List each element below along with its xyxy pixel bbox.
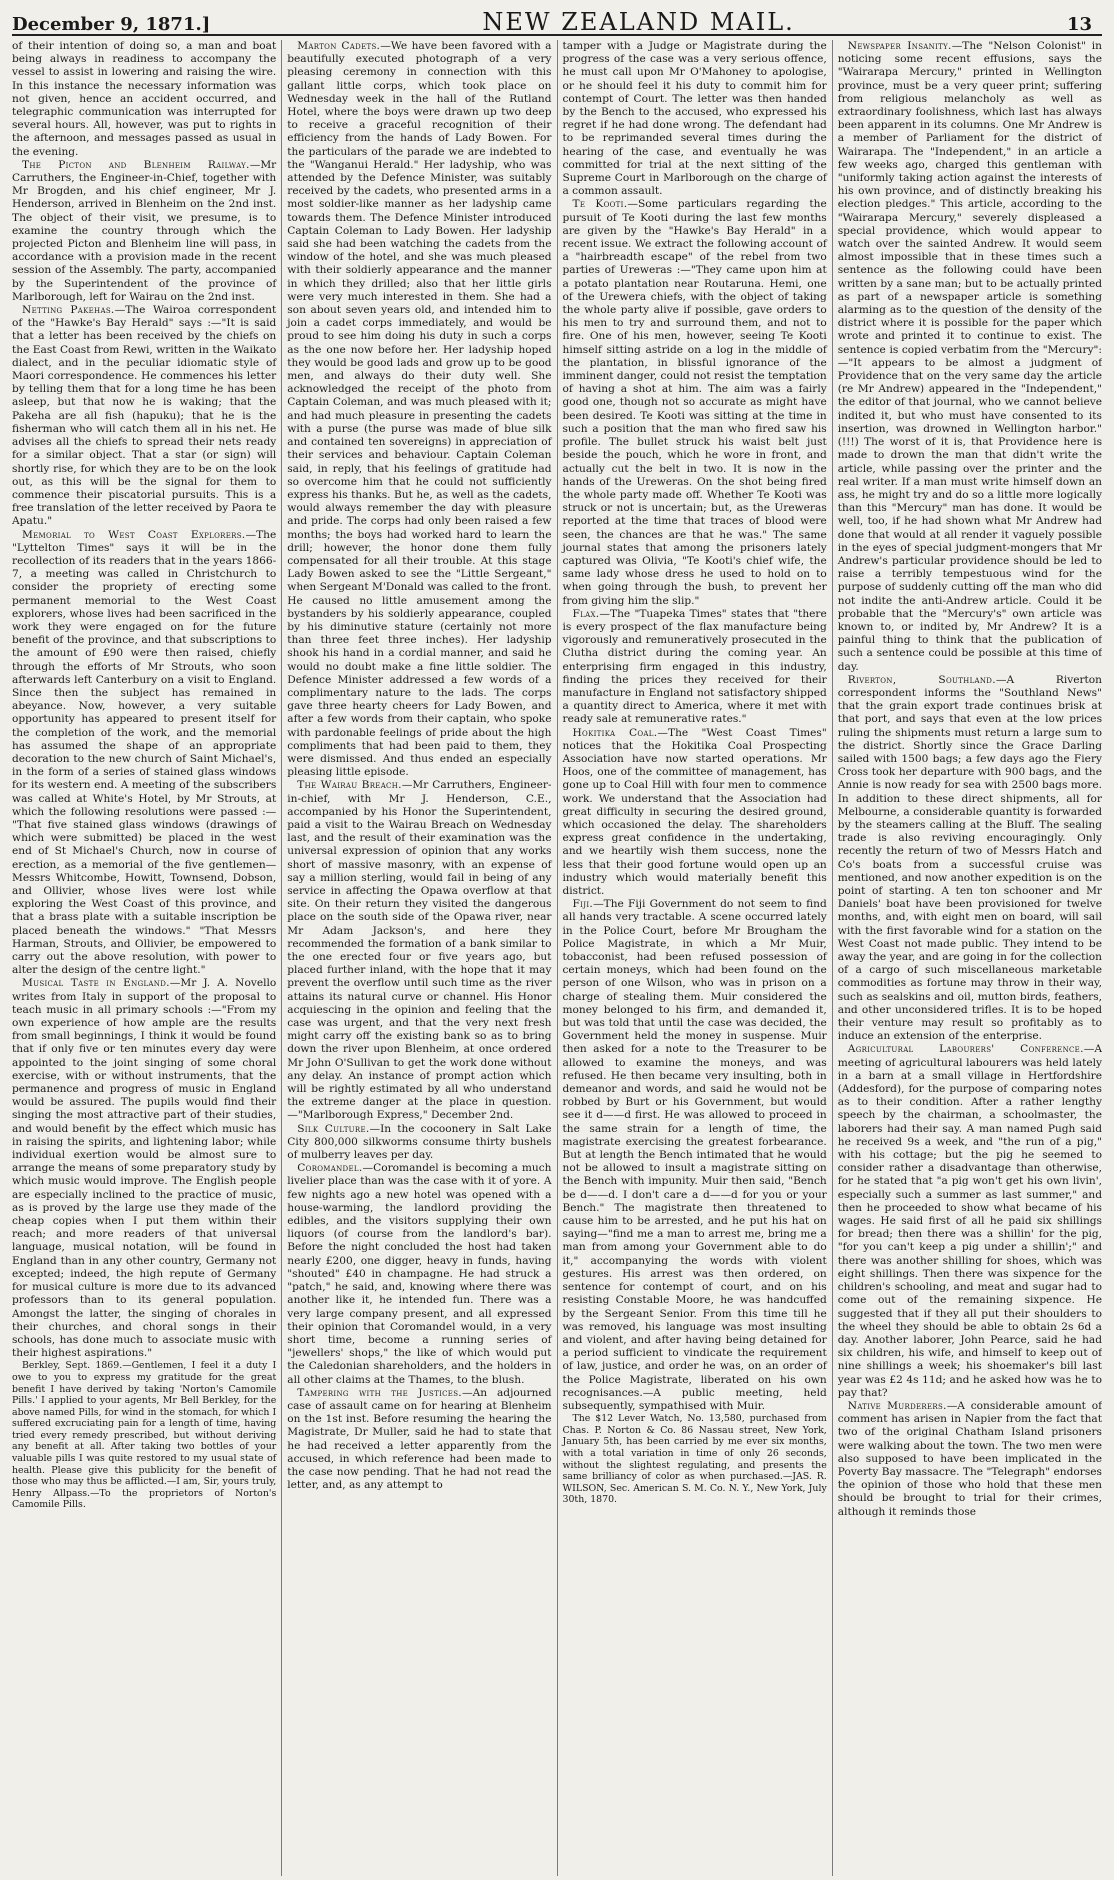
article-fiji bbox=[563, 898, 827, 1413]
article-body: —An adjourned case of assault came on for hearing at Blenheim on the 1st inst. Before resuming the hearing the Magistrate, Dr Muller, said he had to state that he had received a letter apparently from the accused, in which reference had been made to the case now pending. That he had not read the letter, and, as any attempt to bbox=[287, 1386, 552, 1492]
advertisement-lever-watch: The $12 Lever Watch, No. 13,580, purchased from Chas. P. Norton & Co. 86 Nassau street, New York, January 5th, has been carried by me ever six months, with a total variation in time of only 26 seconds, without the slightest regulating, and presents the same brilliancy of color as when purchased.—JAS. R. WILSON, Sec. American S. M. Co. N. Y., New York, July 30th, 1870. bbox=[562, 1413, 827, 1506]
article-newspaper-insanity bbox=[838, 40, 1102, 674]
article-heading: Fiji. bbox=[572, 898, 594, 911]
article-flax bbox=[563, 608, 827, 727]
article-body: —In the cocoonery in Salt Lake City 800,000 silkworms consume thirty bushels of mulberry leaves per day. bbox=[287, 1122, 552, 1162]
article-heading: Native Murderers. bbox=[847, 1399, 947, 1412]
article-heading: Coromandel. bbox=[297, 1162, 363, 1175]
article-heading: Hokitika Coal. bbox=[572, 726, 658, 739]
article-body: —We have been favored with a beautifully executed photograph of a very pleasing ceremony in connection with this gallant little corps, which took place on Wednesday week in the hall of the Rutland Hotel, where the boys were drawn up two deep to receive a graceful recognition of their efficiency from the hands of Lady Bowen. For the particulars of the parade we are indebted to the "Wanganui Herald." Her ladyship, who was attended by the Defence Minister, was suitably received by the cadets, who presented arms in a most soldier-like manner as her ladyship came towards them. The Defence Minister introduced Captain Coleman to Lady Bowen. Her ladyship said she had been watching the cadets from the window of the hotel, and she was much pleased with their soldierly appearance and the manner in which they drilled; also that her little girls were very much interested in them. She had a son about seven years old, and intended him to join a cadet corps immediately, and would be proud to see him doing his duty in such a corps as the one now before her. Her ladyship hoped they would be good lads and grow up to be good men, and always do their duty well. She acknowledged the receipt of the photo from Captain Coleman, and was much pleased with it; and had much pleasure in presenting the cadets with a purse (the purse was made of blue silk and contained ten sovereigns) in appreciation of their services and behaviour. Captain Coleman said, in reply, that his feelings of gratitude had so overcome him that he could not sufficiently express his thanks. But he, as well as the cadets, would always remember the day with pleasure and pride. The corps had only been raised a few months; the boys had worked hard to learn the drill; however, the honor done them fully compensated for all their trouble. At this stage Lady Bowen asked to see the "Little Sergeant," when Sergeant M'Donald was called to the front. He caused no little amusement among the bystanders by his soldierly appearance, coupled by his diminutive stature (certainly not more than three feet three inches). Her ladyship shook his hand in a cordial manner, and said he would no doubt make a fine little soldier. The Defence Minister addressed a few words of a complimentary nature to the lads. The corps gave three hearty cheers for Lady Bowen, and after a few words from their captain, who spoke with pardonable feelings of pride about the high compliments that had been paid to them, they were dismissed. And thus ended an especially pleasing little episode. bbox=[287, 40, 552, 779]
masthead bbox=[12, 8, 1102, 36]
article-columns bbox=[12, 40, 1102, 1876]
page-number: 13 bbox=[1066, 14, 1092, 35]
article-netting-pakehas bbox=[12, 304, 276, 528]
article-body: —The "Nelson Colonist" in noticing some recent effusions, says the "Wairarapa Mercury," printed in Wellington province, must be a very queer print; suffering from religious melancholy as well as extraordinary foolishness, which last has always been apparent in its columns. One Mr Andrew is a member of Parliament for the district of Wairarapa. The "Independent," in an article a few weeks ago, charged this gentleman with "uniformly taking action against the interests of his own province, and of distinctly breaking his election pledges." This article, according to the "Wairarapa Mercury," severely displeased a special providence, which would appear to watch over the sainted Andrew. It would seem almost impossible that in these times such a sentence as the following could have been written by a sane man; but to be actually printed as part of a newspaper article is something alarming as to the question of the density of the district where it is possible for the paper which wrote and printed it to continue to exist. The sentence is copied verbatim from the "Mercury":—"It appears to be almost a judgment of Providence that on the very same day the article (re Mr Andrew) appeared in the "Independent," the editor of that journal, who we cannot believe indited it, but who must have consented to its insertion, was drowned in Wellington harbor."(!!!) The worst of it is, that Providence here is made to drown the man that didn't write the article, while passing over the printer and the real writer. If a man must write himself down an ass, he might try and do so a little more logically than this "Mercury" man has done. It would be well, too, if he had shown what Mr Andrew had done that would at all render it vaguely possible in the eyes of special judgment-mongers that Mr Andrew's particular providence should be led to raise a terribly tempestuous wind for the purpose of suddenly cutting off the man who did not indite the anti-Andrew article. Could it be probable that the "Mercury's" own article was known to, or indited by, Mr Andrew? It is a painful thing to think that the publication of such a sentence could be possible at this time of day. bbox=[837, 40, 1102, 673]
article-west-coast-memorial bbox=[12, 529, 276, 978]
article-heading: Riverton, Southland. bbox=[847, 673, 996, 686]
article-hokitika-coal bbox=[563, 727, 827, 899]
article-heading: The Wairau Breach. bbox=[297, 779, 402, 792]
article-tampering-justices bbox=[287, 1387, 551, 1493]
article-body: —Coromandel is becoming a much livelier place than was the case with it of yore. A few nights ago a new hotel was opened with a house-warming, the landlord providing the edibles, and the visitors supplying their own liquors (of course from the landlord's bar). Before the night concluded the host had taken nearly £200, one digger, heavy in funds, having "shouted" £40 in champagne. He had struck a "patch," he said, and, knowing where there was another like it, he intended fun. There was a very large company present, and all expressed their opinion that Coromandel would, in a very short time, become a running series of "jewellers' shops," the like of which would put the Caledonian shareholders, and the holders in all other claims at the Thames, to the blush. bbox=[287, 1162, 552, 1386]
column-4 bbox=[832, 40, 1102, 1876]
article-coromandel bbox=[287, 1162, 551, 1386]
newspaper-title: NEW ZEALAND MAIL. bbox=[482, 8, 795, 36]
article-heading: Marton Cadets. bbox=[297, 40, 381, 52]
article-heading: Flax. bbox=[572, 607, 600, 620]
article-body: —A Riverton correspondent informs the "Southland News" that the grain export trade continues brisk at that port, and says that even at the low prices ruling the shipments must return a large sum to the district. Shortly since the Grace Darling sailed with 1500 bags; a few days ago the Fiery Cross took her departure with 900 bags, and the Annie is now ready for sea with 2500 bags more. In addition to these direct shipments, all for Melbourne, a considerable quantity is forwarded by the steamers calling at the Bluff. The sealing trade is also reviving encouragingly. Only recently the return of two of Messrs Hatch and Co's boats from a successful cruise was mentioned, and now another expedition is on the point of starting. A ten ton schooner and Mr Daniels' boat have been provisioned for twelve months, and, with eight men on board, will sail with the first favorable wind for a station on the West Coast not made public. They intend to be away the year, and are going in for the collection of a cargo of such miscellaneous marketable commodities as fortune may throw in their way, such as sealskins and oil, mutton birds, feathers, and other unconsidered trifles. It is to be hoped their venture may result so profitably as to induce an extension of the enterprise. bbox=[837, 673, 1102, 1043]
article-body: —The "Tuapeka Times" states that "there is every prospect of the flax manufacture being vigorously and remuneratively prosecuted in the Clutha district during the coming year. An enterprising firm engaged in this industry, finding the prices they received for their manufacture in England not satisfactory shipped a quantity direct to America, where it met with ready sale at remunerative rates." bbox=[562, 607, 827, 726]
article-picton-railway bbox=[12, 159, 276, 304]
article-silk-culture bbox=[287, 1123, 551, 1163]
article-heading: Netting Pakehas. bbox=[22, 304, 115, 317]
column-3 bbox=[557, 40, 832, 1876]
article-continuation: of their intention of doing so, a man and boat being always in readiness to accompany the vessel to assist in lowering and raising the wire. In this instance the necessary information was not given, hence an accident occurred, and telegraphic communication was interrupted for several hours. All, however, was put to rights in the afternoon, and messages passed as usual in the evening. bbox=[12, 40, 277, 158]
article-te-kooti bbox=[563, 198, 827, 607]
article-labourers-conference bbox=[838, 1043, 1102, 1399]
article-body: —The "Lyttelton Times" says it will be in the recollection of its readers that in the years 1866-7, a meeting was called in Christchurch to consider the propriety of erecting some permanent memorial to the West Coast explorers, whose lives had been sacrificed in the work they were engaged on for the future benefit of the province, and that subscriptions to the amount of £90 were then raised, chiefly through the efforts of Mr Strouts, who soon afterwards left Canterbury on a visit to England. Since then the subject has remained in abeyance. Now, however, a very suitable opportunity has appeared to present itself for the completion of the work, and the memorial has assumed the shape of an appropriate decoration to the new church of Saint Michael's, in the form of a series of stained glass windows for its western end. A meeting of the subscribers was called at White's Hotel, by Mr Strouts, at which the following resolutions were passed :— "That five stained glass windows (drawings of which were submitted) be placed in the west end of St Michael's Church, now in course of erection, as a memorial of the five gentlemen—Messrs Whitcombe, Howitt, Townsend, Dobson, and Ollivier, whose lives were lost while exploring the West Coast of this province, and that a brass plate with a suitable inscription be placed beneath the windows." "That Messrs Harman, Strouts, and Ollivier, be empowered to carry out the above resolution, with power to alter the design of the centre light." bbox=[12, 528, 277, 977]
article-heading: Agricultural Labourers' Conference. bbox=[847, 1043, 1084, 1056]
article-heading: Memorial to West Coast Explorers. bbox=[22, 528, 246, 541]
article-body: —Mr Carruthers, Engineer-in-chief, with Mr J. Henderson, C.E., accompanied by his Honor the Superintendent, paid a visit to the Wairau Breach on Wednesday last, and the result of their examination was the universal expression of opinion that any works short of massive masonry, with an expense of say a million sterling, would fail in being of any service in affecting the Opawa overflow at that site. On their return they visited the dangerous place on the south side of the Opawa river, near Mr Adam Jackson's, and here they recommended the formation of a bank similar to the one erected four or five years ago, but placed further inland, with the hope that it may prevent the overflow until such time as the river attains its natural curve or channel. His Honor acquiescing in the opinion and feeling that the case was urgent, and that the very next fresh might carry off the existing bank so as to bring down the river upon Blenheim, at once ordered Mr John O'Sullivan to get the work done without any delay. An instance of prompt action which will be rightly estimated by all who understand the extreme danger at the place in question.—"Marlborough Express," December 2nd. bbox=[287, 779, 552, 1122]
article-body: —A considerable amount of comment has arisen in Napier from the fact that two of the original Chatham Island prisoners were walking about the town. The two men were also supposed to have been implicated in the Poverty Bay massacre. The "Telegraph" endorses the opinion of those who hold that these men should be brought to trial for their crimes, although it reminds those bbox=[837, 1399, 1102, 1518]
article-body: —The Fiji Government do not seem to find all hands very tractable. A scene occurred lately in the Police Court, before Mr Brougham the Police Magistrate, in which a Mr Muir, tobacconist, had been refused possession of certain moneys, which had been found on the person of one Wilson, who was in prison on a charge of stealing them. Muir considered the money belonged to his firm, and demanded it, but was told that until the case was decided, the Government held the money in suspense. Muir then asked for a note to the Treasurer to be allowed to examine the moneys, and was refused. He then became very insulting, both in demeanor and words, and said he would not be robbed by Burt or his Government, but would see it d——d first. He was allowed to proceed in the same strain for a length of time, the magistrate exercising the greatest forbearance. But at length the Bench intimated that he would not be allowed to insult a magistrate sitting on the Bench with impunity. Muir then said, "Bench be d——d. I don't care a d——d for you or your Bench." The magistrate then threatened to cause him to be arrested, and he put his hat on saying—"find me a man to arrest me, bring me a man from among your Government able to do it," accompanying the words with violent gestures. His arrest was then ordered, on sentence for contempt of court, and on his resisting Constable Moore, he was handcuffed by the Sergeant Senior. From this time till he was removed, his language was most insulting and violent, and after having being detained for a period sufficient to vindicate the requirement of law, justice, and order he was, on an order of the Police Magistrate, liberated on his own recognisances.—A public meeting, held subsequently, sympathised with Muir. bbox=[562, 898, 827, 1412]
article-heading: Tampering with the Justices. bbox=[297, 1386, 462, 1399]
advertisement-camomile-pills: Berkley, Sept. 1869.—Gentlemen, I feel it a duty I owe to you to express my gratitude for the great benefit I have derived by taking 'Norton's Camomile Pills.' I applied to your agents, Mr Bell Berkley, for the above named Pills, for wind in the stomach, for which I suffered excruciating pain for a length of time, having tried every remedy prescribed, but without deriving any benefit at all. After taking two bottles of your valuable pills I was quite restored to my usual state of health. Please give this publicity for the benefit of those who may thus be afflicted.—I am, Sir, yours truly, Henry Allpass.—To the proprietors of Norton's Camomile Pills. bbox=[12, 1360, 277, 1511]
column-2 bbox=[281, 40, 556, 1876]
article-continuation: tamper with a Judge or Magistrate during the progress of the case was a very serious offence, he must call upon Mr O'Mahoney to apologise, or he should feel it his duty to commit him for contempt of Court. The letter was then handed by the Bench to the accused, who expressed his regret if he had done wrong. The defendant had to be reprimanded several times during the hearing of the case, and eventually he was committed for trial at the next sitting of the Supreme Court in Marlborough on the charge of a common assault. bbox=[562, 40, 827, 198]
article-body: —A meeting of agricultural labourers was held lately in a barn at a small village in Hertfordshire (Addesford), for the purpose of comparing notes as to their condition. After a rather lengthy speech by the chairman, a schoolmaster, the laborers had their say. A man named Pugh said he received 9s a week, and "the run of a pig," with his cottage; but the pig he seemed to consider rather a disadvantage than otherwise, for he stated that "a pig won't get his own livin', especially such a summer as last summer," and then he proceeded to show what became of his wages. He said first of all he paid six shillings for bread; then there was a shillin' for the pig, "for you can't keep a pig under a shillin';" and there was another shilling for shoes, which was eight shillings. Then there was sixpence for the children's schooling, and meat and sugar had to come out of the remaining sixpence. He suggested that if they all put their shoulders to the wheel they should be able to obtain 2s 6d a day. Another laborer, John Pearce, said he had six children, his wife, and himself to keep out of nine shillings a week; his shoemaker's bill last year was £2 4s 11d; and he asked how was he to pay that? bbox=[837, 1043, 1102, 1399]
article-body: —The Wairoa correspondent of the "Hawke's Bay Herald" says :—"It is said that a letter has been received by the chiefs on the East Coast from Rewi, written in the Waikato dialect, and in the peculiar idiomatic style of Maori correspondence. He commences his letter by telling them that for a long time he has been asleep, but that now he is waking; that the Pakeha are all fish (hapuku); that he is the fisherman who will catch them all in his net. He advises all the chiefs to spread their nets ready for a similar object. That a star (or sign) will shortly rise, for which they are to be on the look out, as this will be the signal for them to commence their piscatorial pursuits. This is a free translation of the letter received by Paora te Apatu." bbox=[12, 304, 277, 528]
article-body: —Mr Carruthers, the Engineer-in-Chief, together with Mr Brogden, and his chief engineer, Mr J. Henderson, arrived in Blenheim on the 2nd inst. The object of their visit, we presume, is to examine the country through which the projected Picton and Blenheim line will pass, in accordance with a provision made in the recent session of the Assembly. The party, accompanied by the Superintendent of the province of Marlborough, left for Wairau on the 2nd inst. bbox=[12, 158, 277, 303]
article-heading: Silk Culture. bbox=[297, 1122, 370, 1135]
article-heading: Te Kooti. bbox=[572, 198, 628, 211]
article-heading: The Picton and Blenheim Railway. bbox=[22, 158, 250, 171]
article-native-murderers bbox=[838, 1400, 1102, 1519]
article-body: —Mr J. A. Novello writes from Italy in support of the proposal to teach music in all primary schools :—"From my own experience of how ample are the results from small beginnings, I think it would be found that if only five or ten minutes every day were appointed to the joint singing of some choral exercise, with or without instruments, that the permanence and progress of music in England would be assured. The pupils would find their singing the most attractive part of their studies, and would benefit by the effect which music has in raising the spirits, and lightening labor; while individual exertion would be almost sure to arrange the means of some preparatory study by which music would improve. The English people are especially inclined to the practice of music, as is proved by the large use they made of the cheap copies when I put them within their reach; and more readers of that universal language, musical notation, will be found in England than in any other country, Germany not excepted; indeed, the high repute of Germany for musical culture is more due to its advanced professors than to its general population. Amongst the latter, the singing of chorales in their churches, and choral songs in their schools, has done much to associate music with their highest aspirations." bbox=[12, 977, 277, 1360]
article-body: —Some particulars regarding the pursuit of Te Kooti during the last few months are given by the "Hawke's Bay Herald" in a recent issue. We extract the following account of a "hairbreadth escape" of the rebel from two parties of Ureweras :—"They came upon him at a potato plantation near Routaruna. Hemi, one of the Urewera chiefs, with the object of taking the whole party alive if possible, gave orders to his men to try and surround them, and not to fire. One of his men, however, seeing Te Kooti himself sitting astride on a log in the middle of the plantation, in blissful ignorance of the imminent danger, could not resist the temptation of having a shot at him. The aim was a fairly good one, though not so accurate as might have been desired. Te Kooti was sitting at the time in such a position that the man who fired saw his profile. The bullet struck his waist belt just beside the pouch, which he wore in front, and actually cut the belt in two. It is now in the hands of the Ureweras. On the shot being fired the whole party made off. Whether Te Kooti was struck or not is uncertain; but, as the Ureweras reported at the time that traces of blood were seen, the chances are that he was." The same journal states that among the prisoners lately captured was Olivia, "Te Kooti's chief wife, the same lady whose dress he used to hold on to when going through the bush, to prevent her from giving him the slip." bbox=[562, 198, 827, 607]
article-heading: Musical Taste in England. bbox=[22, 977, 170, 990]
issue-date: December 9, 1871.] bbox=[12, 14, 211, 35]
article-marton-cadets bbox=[287, 40, 551, 779]
article-body: —The "West Coast Times" notices that the Hokitika Coal Prospecting Association have now started operations. Mr Hoos, one of the committee of management, has gone up to Coal Hill with four men to commence work. We understand that the Association had great difficulty in securing the desired ground, which occasioned the delay. The shareholders express great confidence in the undertaking, and we heartily wish them success, none the less that their good fortune would open up an industry which would materially benefit this district. bbox=[562, 726, 827, 897]
article-musical-taste bbox=[12, 977, 276, 1360]
article-wairau-breach bbox=[287, 779, 551, 1122]
column-1 bbox=[12, 40, 281, 1876]
article-riverton bbox=[838, 674, 1102, 1044]
article-heading: Newspaper Insanity. bbox=[847, 40, 952, 52]
